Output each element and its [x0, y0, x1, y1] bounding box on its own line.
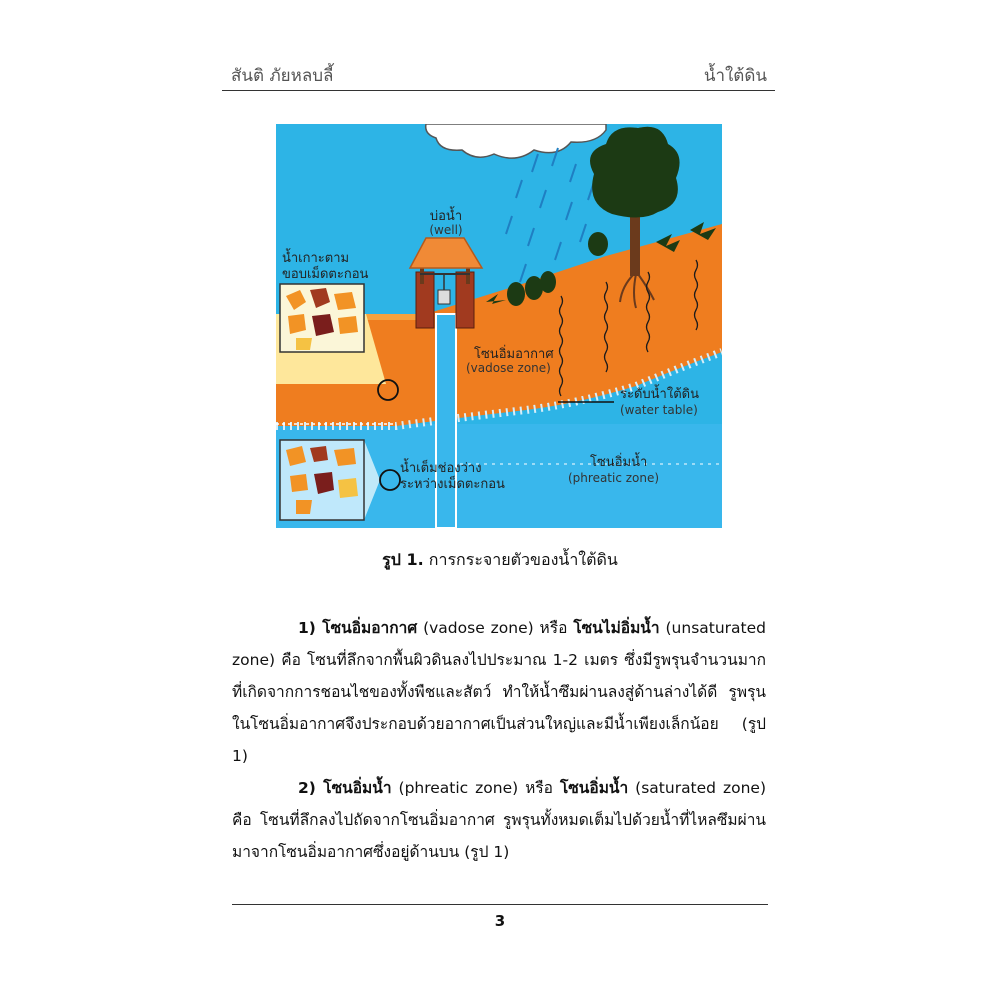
label-pore-th-2: ระหว่างเม็ดตะกอน [400, 477, 505, 492]
label-water-table-th: ระดับน้ำใต้ดิน [620, 387, 699, 402]
groundwater-figure [276, 124, 722, 528]
header-divider [222, 90, 775, 91]
label-film-th-2: ขอบเม็ดตะกอน [282, 267, 369, 282]
p2-text-2: (saturated zone) คือ โซนที่ลึกลงไปถัดจากโซนอิ่มอากาศ รูพรุนทั้งหมดเต็มไปด้วยน้ำที่ไหลซึมผ่านมาจากโซนอิ่มอากาศซึ่งอยู่ด้านบน (รูป 1) [232, 779, 766, 861]
label-well-th: บ่อน้ำ [429, 209, 463, 224]
p1-text-2: (unsaturated zone) คือ โซนที่ลึกจากพื้นผิวดินลงไปประมาณ 1-2 เมตร ซึ่งมีรูพรุนจำนวนมากที่เกิดจากการชอนไชของทั้งพืชและสัตว์ ทำให้น้ำซึมผ่านลงสู่ด้านล่างได้ดี รูพรุนในโซนอิ่มอากาศจึงประกอบด้วยอากาศเป็นส่วนใหญ่และมีน้ำเพียงเล็กน้อย (รูป 1) [232, 619, 767, 765]
label-film-th-1: น้ำเกาะตาม [282, 251, 350, 266]
well-bucket [438, 290, 450, 304]
caption-text: การกระจายตัวของน้ำใต้ดิน [423, 550, 618, 569]
p1-term-unsaturated: โซนไม่อิ่มน้ำ [573, 619, 660, 637]
header-author: สันติ ภัยหลบลี้ [231, 66, 334, 86]
label-phreatic-th: โซนอิ่มน้ำ [590, 455, 648, 470]
paragraph-vadose [232, 612, 766, 772]
paragraph-phreatic [232, 772, 766, 868]
p2-number: 2) [298, 779, 324, 797]
groundwater-diagram [276, 124, 722, 528]
figure-caption [0, 548, 1000, 573]
p2-text-1: (phreatic zone) หรือ [391, 779, 560, 797]
header-title: น้ำใต้ดิน [703, 66, 767, 86]
label-phreatic-en: (phreatic zone) [568, 471, 660, 485]
p1-number: 1) [298, 619, 323, 637]
p1-text-1: (vadose zone) หรือ [417, 619, 574, 637]
label-well-en: (well) [429, 223, 463, 237]
p2-term-phreatic: โซนอิ่มน้ำ [323, 779, 392, 797]
label-water-table-en: (water table) [620, 403, 698, 417]
page-number: 3 [494, 912, 506, 930]
footer-divider [232, 904, 768, 905]
label-vadose-th: โซนอิ่มอากาศ [474, 347, 554, 362]
label-vadose-en: (vadose zone) [466, 361, 551, 375]
label-pore-th-1: น้ำเต็มช่องว่าง [400, 461, 482, 476]
inset-saturated [280, 440, 380, 520]
body-text [232, 612, 766, 868]
p2-term-saturated: โซนอิ่มน้ำ [559, 779, 629, 797]
caption-label: รูป 1. [382, 550, 424, 569]
p1-term-vadose: โซนอิ่มอากาศ [322, 619, 418, 637]
